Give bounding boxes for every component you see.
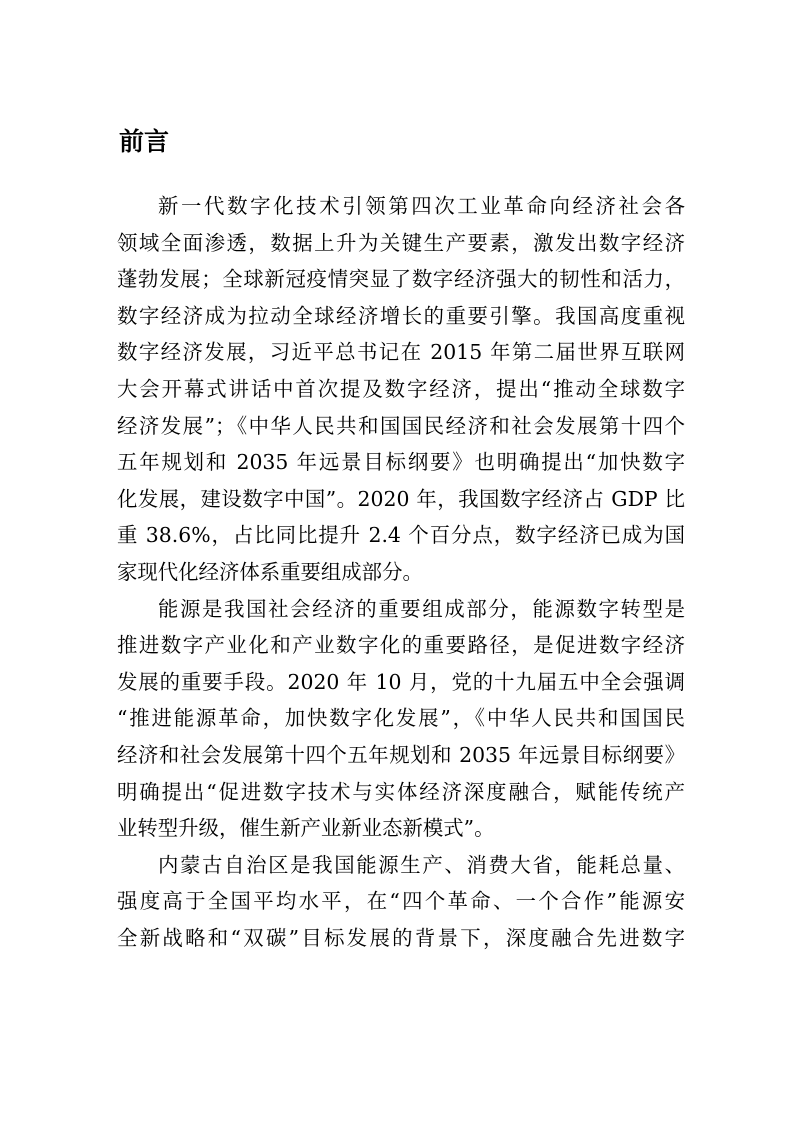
paragraph-line: 经济和社会发展第十四个五年规划和 2035 年远景目标纲要》 <box>117 742 685 767</box>
paragraph-line: 新一代数字化技术引领第四次工业革命向经济社会各 <box>158 194 685 218</box>
paragraph-line: 数字经济发展，习近平总书记在 2015 年第二届世界互联网 <box>117 340 685 365</box>
paragraph-line: 推进数字产业化和产业数字化的重要路径，是促进数字经济 <box>117 633 685 658</box>
paragraph-line: 五年规划和 2035 年远景目标纲要》也明确提出“加快数字 <box>117 450 685 475</box>
paragraph-line: 经济发展”；《中华人民共和国国民经济和社会发展第十四个 <box>117 413 685 438</box>
body-text <box>117 188 685 956</box>
paragraph-line: 领域全面渗透，数据上升为关键生产要素，激发出数字经济 <box>117 230 685 255</box>
paragraph-line: 发展的重要手段。2020 年 10 月，党的十九届五中全会强调 <box>117 669 685 694</box>
paragraph-3 <box>117 847 685 957</box>
paragraph-line: 能源是我国社会经济的重要组成部分，能源数字转型是 <box>158 596 685 621</box>
paragraph-line: 蓬勃发展；全球新冠疫情突显了数字经济强大的韧性和活力， <box>117 267 685 292</box>
page-title: 前言 <box>119 127 170 156</box>
paragraph-line: “推进能源革命，加快数字化发展”，《中华人民共和国国民 <box>117 706 685 731</box>
paragraph-line: 重 38.6%，占比同比提升 2.4 个百分点，数字经济已成为国 <box>117 523 685 548</box>
paragraph-line: 业转型升级，催生新产业新业态新模式”。 <box>117 816 495 841</box>
paragraph-line: 大会开幕式讲话中首次提及数字经济，提出“推动全球数字 <box>117 376 685 401</box>
paragraph-1 <box>117 188 685 591</box>
paragraph-line: 数字经济成为拉动全球经济增长的重要引擎。我国高度重视 <box>117 303 685 328</box>
paragraph-2 <box>117 591 685 847</box>
paragraph-line: 内蒙古自治区是我国能源生产、消费大省，能耗总量、 <box>158 852 685 877</box>
paragraph-line: 明确提出“促进数字技术与实体经济深度融合，赋能传统产 <box>117 779 685 804</box>
paragraph-line: 全新战略和“双碳”目标发展的背景下，深度融合先进数字 <box>117 925 685 950</box>
paragraph-line: 家现代化经济体系重要组成部分。 <box>117 559 423 584</box>
paragraph-line: 化发展，建设数字中国”。2020 年，我国数字经济占 GDP 比 <box>117 486 685 511</box>
paragraph-line: 强度高于全国平均水平，在“四个革命、一个合作”能源安 <box>117 889 685 914</box>
